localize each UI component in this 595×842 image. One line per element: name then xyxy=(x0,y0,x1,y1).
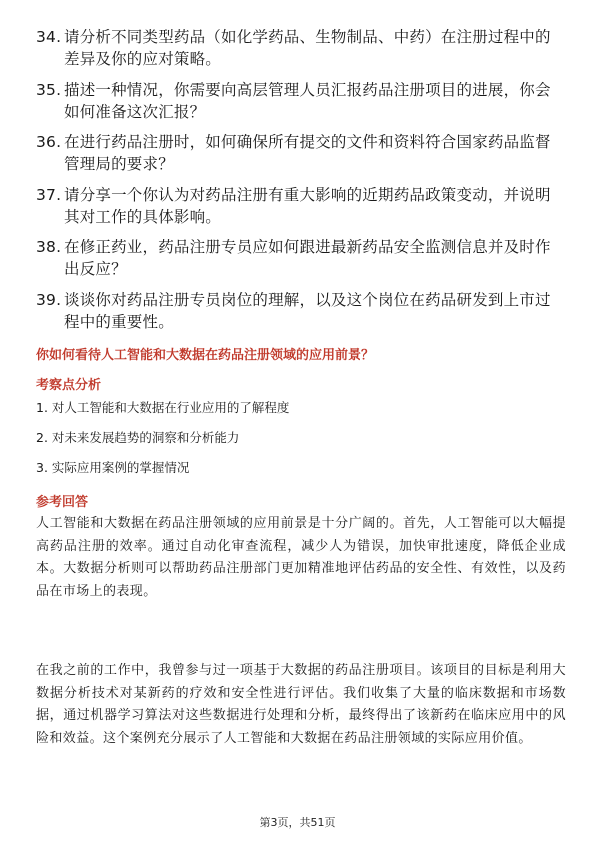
question-text: 描述一种情况，你需要向高层管理人员汇报药品注册项目的进展，你会如何准备这次汇报？ xyxy=(64,80,551,121)
page-footer: 第3页，共51页 xyxy=(259,816,336,829)
question-number: 39. xyxy=(36,290,62,309)
question-item xyxy=(36,289,564,333)
answer-heading: 参考回答 xyxy=(36,495,89,510)
question-number: 38. xyxy=(36,238,62,256)
question-number: 37. xyxy=(36,185,62,204)
question-item xyxy=(36,26,564,70)
question-item xyxy=(36,184,564,228)
question-item xyxy=(36,79,564,123)
question-text: 谈谈你对药品注册专员岗位的理解，以及这个岗位在药品研发到上市过程中的重要性。 xyxy=(64,290,551,331)
analysis-heading: 考察点分析 xyxy=(36,378,102,393)
answer-paragraph: 人工智能和大数据在药品注册领域的应用前景是十分广阔的。首先，人工智能可以大幅提高药品注册的效率。通过自动化审查流程，减少人为错误，加快审批速度，降低企业成本。大数据分析则可以帮助药品注册部门更加精准地评估药品的安全性、有效性，以及药品在市场上的表现。 xyxy=(36,516,566,600)
analysis-point: 2. 对未来发展趋势的洞察和分析能力 xyxy=(36,430,240,445)
question-number: 34. xyxy=(36,28,62,46)
question-list xyxy=(36,26,564,341)
question-text: 请分析不同类型药品（如化学药品、生物制品、中药）在注册过程中的差异及你的应对策略。 xyxy=(64,28,551,68)
featured-question-heading: 你如何看待人工智能和大数据在药品注册领域的应用前景？ xyxy=(36,348,375,363)
analysis-point: 3. 实际应用案例的掌握情况 xyxy=(36,460,190,475)
analysis-point: 1. 对人工智能和大数据在行业应用的了解程度 xyxy=(36,400,290,415)
question-text: 请分享一个你认为对药品注册有重大影响的近期药品政策变动，并说明其对工作的具体影响。 xyxy=(64,185,551,226)
question-text: 在修正药业，药品注册专员应如何跟进最新药品安全监测信息并及时作出反应？ xyxy=(64,238,551,278)
question-number: 35. xyxy=(36,80,62,99)
answer-paragraph: 在我之前的工作中，我曾参与过一项基于大数据的药品注册项目。该项目的目标是利用大数据分析技术对某新药的疗效和安全性进行评估。我们收集了大量的临床数据和市场数据，通过机器学习算法对这些数据进行处理和分析，最终得出了该新药在临床应用中的风险和效益。这个案例充分展示了人工智能和大数据在药品注册领域的实际应用价值。 xyxy=(36,663,566,747)
question-item xyxy=(36,236,564,280)
question-text: 在进行药品注册时，如何确保所有提交的文件和资料符合国家药品监督管理局的要求？ xyxy=(64,133,551,173)
analysis-points xyxy=(36,399,556,489)
question-number: 36. xyxy=(36,133,62,151)
question-item xyxy=(36,131,564,175)
